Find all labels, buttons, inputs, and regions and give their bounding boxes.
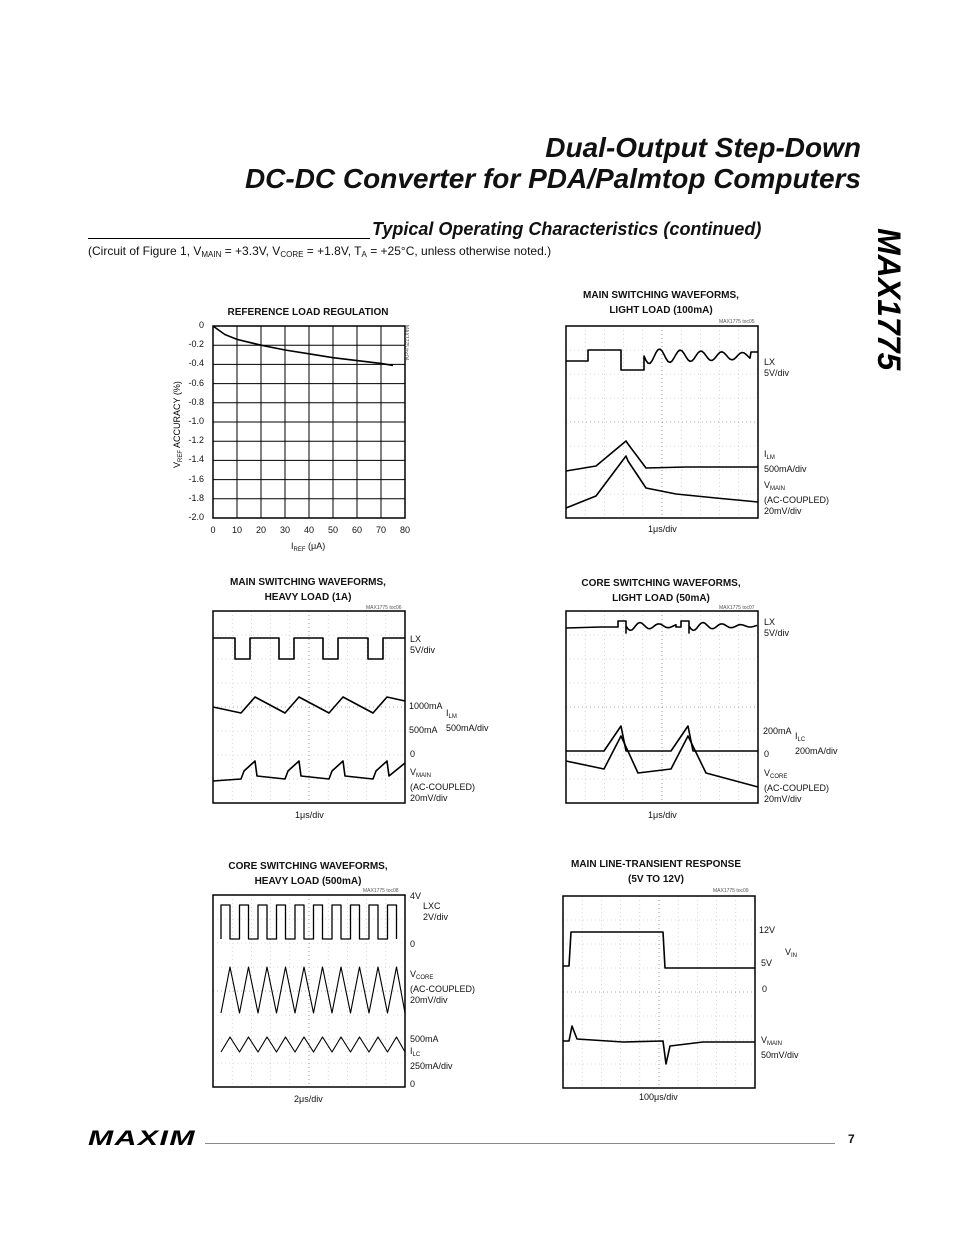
- ref-ylabel-post: ACCURACY (%): [172, 381, 182, 450]
- main-light-vmain-ac: (AC-COUPLED): [764, 495, 830, 505]
- core-light-title: [531, 576, 791, 606]
- core-heavy-title-2: HEAVY LOAD (500mA): [254, 876, 362, 887]
- ref-y-tick: -0.4: [188, 358, 204, 369]
- line-transient-0: 0: [762, 984, 768, 994]
- main-light-lx-label: [764, 357, 789, 379]
- core-heavy-ilc-div: 250mA/div: [410, 1061, 453, 1071]
- ref-chart-plot: [213, 326, 405, 518]
- ref-x-tick: 70: [375, 525, 386, 535]
- ref-chart-tag-text: MAX1775 toc04: [403, 325, 409, 361]
- cond-text-2: = +3.3V, V: [221, 244, 281, 258]
- main-light-title: [531, 288, 791, 318]
- ref-x-tick: 0: [210, 525, 216, 535]
- main-light-title-1: MAIN SWITCHING WAVEFORMS,: [583, 290, 739, 301]
- main-heavy-time: 1μs/div: [295, 810, 324, 820]
- core-heavy-0a: 0: [410, 939, 416, 949]
- main-light-ilm-pre: I: [764, 449, 767, 459]
- main-heavy-title-1: MAIN SWITCHING WAVEFORMS,: [230, 577, 386, 588]
- main-light-vmain-pre: V: [764, 480, 771, 490]
- line-transient-title-2: (5V TO 12V): [628, 874, 684, 885]
- main-heavy-scope: [213, 611, 405, 803]
- ref-y-tick: -1.6: [188, 473, 204, 484]
- ref-chart-title: REFERENCE LOAD REGULATION: [227, 307, 389, 318]
- core-heavy-vcore-div: 20mV/div: [410, 995, 448, 1005]
- ref-chart-tag: [402, 325, 412, 370]
- core-light-lx-div: 5V/div: [764, 628, 790, 638]
- main-light-ilm-label: [764, 449, 807, 475]
- ref-y-tick: -1.2: [188, 435, 204, 446]
- core-heavy-ilc-label: [410, 1046, 453, 1072]
- line-transient-vmain-label: [761, 1035, 799, 1061]
- ref-y-tick: -1.4: [188, 454, 204, 465]
- core-heavy-title-1: CORE SWITCHING WAVEFORMS,: [228, 861, 388, 872]
- ref-y-tick: -0.6: [188, 377, 204, 388]
- main-heavy-ilm-pre: I: [446, 708, 449, 718]
- main-light-tag: MAX1775 toc05: [719, 319, 755, 325]
- line-transient-12v: 12V: [759, 925, 776, 935]
- ref-x-tick: 10: [231, 525, 242, 535]
- ref-ylabel-pre: V: [172, 461, 182, 468]
- core-heavy-lxc: LXC: [423, 901, 441, 911]
- core-light-title-2: LIGHT LOAD (50mA): [612, 593, 710, 604]
- core-heavy-tag: MAX1775 toc08: [363, 888, 399, 894]
- ref-xlabel-pre: I: [291, 541, 294, 551]
- core-light-200ma: 200mA: [763, 726, 792, 736]
- main-light-title-2: LIGHT LOAD (100mA): [609, 305, 713, 316]
- main-heavy-ilm-sub: LM: [448, 714, 457, 720]
- line-transient-vmain-sub: MAIN: [767, 1041, 783, 1047]
- cond-sub-core: CORE: [280, 250, 304, 259]
- main-heavy-ilm-label: [446, 708, 489, 734]
- core-heavy-lxc-label: [423, 901, 448, 923]
- main-heavy-title: [178, 575, 438, 605]
- footer-rule: [205, 1143, 835, 1144]
- main-light-vmain-div: 20mV/div: [764, 506, 802, 516]
- core-light-scope: [566, 611, 758, 803]
- svg-text:VREF ACCURACY (%): [172, 381, 184, 468]
- ref-xlabel-sub: REF: [293, 547, 306, 553]
- core-light-vcore-ac: (AC-COUPLED): [764, 783, 830, 793]
- main-heavy-vmain-label: [410, 767, 475, 804]
- core-heavy-0b: 0: [410, 1079, 416, 1089]
- title-line-2: DC-DC Converter for PDA/Palmtop Computers: [244, 163, 861, 194]
- main-heavy-lx-label: [410, 634, 435, 656]
- core-light-vcore-div: 20mV/div: [764, 794, 802, 804]
- main-light-lx-div: 5V/div: [764, 368, 790, 378]
- ref-y-tick: 0: [198, 320, 204, 330]
- main-heavy-ilm-div: 500mA/div: [446, 723, 489, 733]
- main-heavy-lx-div: 5V/div: [410, 645, 436, 655]
- main-light-scope: [566, 326, 758, 518]
- line-transient-time: 100μs/div: [639, 1092, 678, 1102]
- core-heavy-ilc-pre: I: [410, 1046, 413, 1056]
- line-transient-vin-pre: V: [785, 947, 792, 957]
- main-heavy-1000ma: 1000mA: [409, 701, 443, 711]
- ref-xlabel-post: (μA): [305, 541, 326, 551]
- main-light-vmain-label: [764, 480, 829, 517]
- main-heavy-lx: LX: [410, 634, 422, 644]
- line-transient-vmain-div: 50mV/div: [761, 1050, 799, 1060]
- main-light-ilm-sub: LM: [766, 455, 775, 461]
- core-light-vcore-pre: V: [764, 768, 771, 778]
- core-light-vcore-sub: CORE: [770, 774, 788, 780]
- ref-x-tick: 30: [279, 525, 290, 535]
- core-light-title-1: CORE SWITCHING WAVEFORMS,: [581, 578, 741, 589]
- core-heavy-vcore-ac: (AC-COUPLED): [410, 984, 476, 994]
- ref-ylabel-sub: REF: [178, 449, 184, 462]
- line-transient-title: [526, 857, 786, 887]
- ref-x-label: [291, 541, 325, 556]
- side-part-number: [868, 228, 908, 388]
- core-light-lx: LX: [764, 617, 776, 627]
- title-line-1: Dual-Output Step-Down: [545, 132, 861, 163]
- core-heavy-time: 2μs/div: [294, 1094, 323, 1104]
- section-rule: [88, 238, 370, 239]
- core-light-0: 0: [764, 749, 770, 759]
- main-light-ilm-div: 500mA/div: [764, 464, 807, 474]
- core-light-ilc-pre: I: [795, 731, 798, 741]
- main-heavy-tag: MAX1775 toc06: [366, 605, 402, 611]
- ref-y-tick: -1.0: [188, 416, 204, 426]
- core-heavy-4v: 4V: [410, 891, 422, 901]
- page-number: 7: [848, 1132, 855, 1146]
- ref-y-tick: -2.0: [188, 512, 204, 522]
- line-transient-vin-trace: [563, 932, 755, 968]
- line-transient-vin-sub: IN: [791, 953, 798, 959]
- test-conditions: [88, 244, 551, 259]
- section-title: Typical Operating Characteristics (continued): [372, 219, 762, 239]
- cond-sub-a: A: [361, 250, 367, 259]
- main-heavy-500ma: 500mA: [409, 725, 438, 735]
- main-heavy-0: 0: [410, 749, 416, 759]
- core-light-ilc-label: [795, 731, 838, 757]
- line-transient-scope: [563, 896, 755, 1088]
- main-heavy-vmain-ac: (AC-COUPLED): [410, 782, 476, 792]
- main-heavy-vmain-sub: MAIN: [416, 773, 432, 779]
- cond-text-4: = +25°C, unless otherwise noted.): [366, 244, 552, 258]
- line-transient-vin-label: [785, 947, 797, 962]
- ref-x-tick: 80: [399, 525, 410, 535]
- ref-y-tick: -0.2: [188, 339, 204, 350]
- ref-x-tick: 20: [255, 525, 266, 535]
- core-heavy-scope: [213, 895, 405, 1087]
- core-light-time: 1μs/div: [648, 810, 677, 820]
- main-heavy-vmain-pre: V: [410, 767, 417, 777]
- cond-text-1: (Circuit of Figure 1, V: [88, 244, 202, 258]
- core-heavy-ilc-sub: LC: [412, 1052, 421, 1058]
- ref-y-label: [170, 378, 184, 468]
- cond-sub-main: MAIN: [201, 250, 222, 259]
- core-heavy-lxc-trace: [221, 905, 397, 939]
- main-light-time: 1μs/div: [648, 524, 677, 534]
- core-light-lx-trace: [566, 621, 757, 633]
- core-light-tag: MAX1775 toc07: [719, 605, 755, 611]
- ref-y-tick: -0.8: [188, 396, 204, 407]
- line-transient-5v: 5V: [761, 958, 773, 968]
- core-heavy-vcore-pre: V: [410, 969, 417, 979]
- ref-x-tick: 40: [303, 525, 314, 535]
- core-heavy-500ma: 500mA: [410, 1034, 439, 1044]
- ref-x-tick: 50: [327, 525, 338, 535]
- page-title: [101, 132, 861, 194]
- maxim-logo-text: MAXIM: [88, 1128, 196, 1148]
- side-part-number-text: MAX1775: [871, 228, 907, 371]
- ref-x-tick: 60: [351, 525, 362, 535]
- core-light-lx-label: [764, 617, 789, 639]
- ref-y-tick: -1.8: [188, 492, 204, 503]
- ref-series-line: [213, 326, 393, 365]
- core-heavy-lxc-div: 2V/div: [423, 912, 449, 922]
- core-light-vcore-label: [764, 768, 829, 805]
- main-heavy-vmain-div: 20mV/div: [410, 793, 448, 803]
- line-transient-title-1: MAIN LINE-TRANSIENT RESPONSE: [570, 859, 741, 870]
- cond-text-3: = +1.8V, T: [303, 244, 362, 258]
- core-light-ilc-sub: LC: [797, 737, 806, 743]
- core-light-ilc-div: 200mA/div: [795, 746, 838, 756]
- core-heavy-vcore-trace: [221, 967, 405, 1013]
- main-light-vmain-sub: MAIN: [770, 486, 786, 492]
- maxim-logo: [88, 1128, 198, 1148]
- main-heavy-title-2: HEAVY LOAD (1A): [264, 592, 352, 603]
- line-transient-vmain-pre: V: [761, 1035, 768, 1045]
- core-heavy-title: [178, 859, 438, 889]
- core-heavy-vcore-sub: CORE: [416, 975, 434, 981]
- core-heavy-vcore-label: [410, 969, 475, 1006]
- line-transient-tag: MAX1775 toc09: [713, 888, 749, 894]
- main-light-lx: LX: [764, 357, 776, 367]
